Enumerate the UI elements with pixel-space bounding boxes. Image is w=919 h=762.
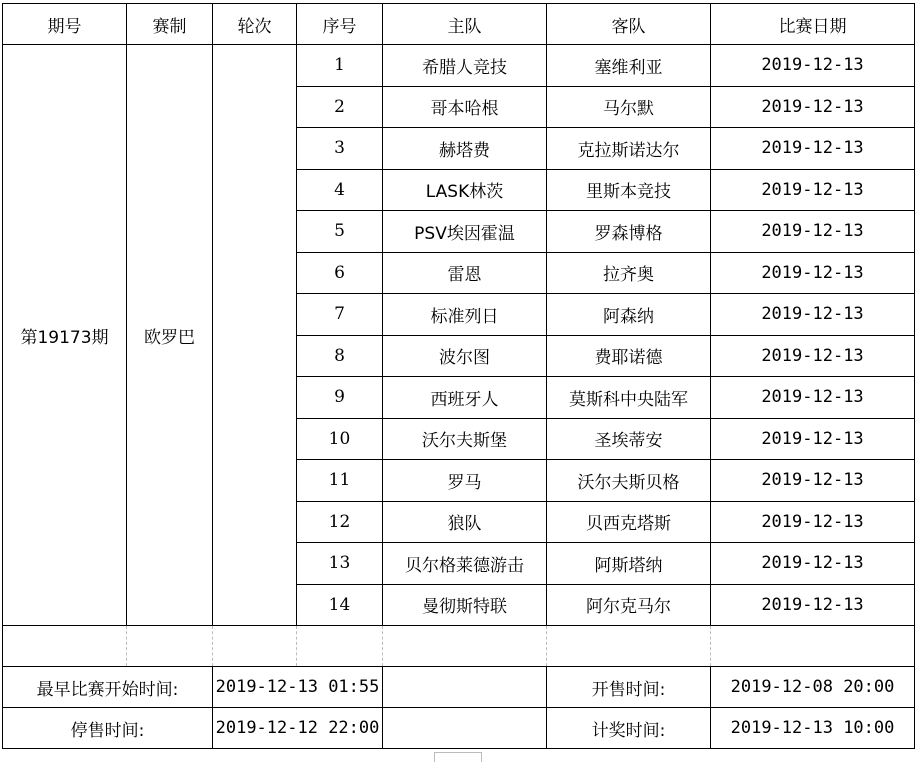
award-time-value: 2019-12-13 10:00 — [711, 708, 915, 749]
match-date: 2019-12-13 — [711, 418, 915, 460]
away-team: 塞维利亚 — [547, 45, 711, 87]
match-date: 2019-12-13 — [711, 211, 915, 253]
match-no: 11 — [297, 460, 383, 502]
away-team: 克拉斯诺达尔 — [547, 128, 711, 170]
match-date: 2019-12-13 — [711, 377, 915, 419]
match-no: 5 — [297, 211, 383, 253]
match-date: 2019-12-13 — [711, 45, 915, 87]
away-team: 圣埃蒂安 — [547, 418, 711, 460]
match-date: 2019-12-13 — [711, 501, 915, 543]
match-no: 7 — [297, 294, 383, 336]
header-round: 轮次 — [213, 4, 297, 45]
home-team: PSV埃因霍温 — [383, 211, 547, 253]
award-time-label: 计奖时间: — [547, 708, 711, 749]
header-away: 客队 — [547, 4, 711, 45]
match-date: 2019-12-13 — [711, 169, 915, 211]
match-no: 10 — [297, 418, 383, 460]
away-team: 罗森博格 — [547, 211, 711, 253]
footer-row-1 — [3, 667, 915, 708]
away-team: 马尔默 — [547, 86, 711, 128]
table-row — [3, 45, 915, 87]
match-date: 2019-12-13 — [711, 128, 915, 170]
home-team: 西班牙人 — [383, 377, 547, 419]
header-no: 序号 — [297, 4, 383, 45]
home-team: LASK林茨 — [383, 169, 547, 211]
home-team: 曼彻斯特联 — [383, 584, 547, 626]
match-no: 4 — [297, 169, 383, 211]
home-team: 波尔图 — [383, 335, 547, 377]
sale-start-value: 2019-12-08 20:00 — [711, 667, 915, 708]
match-date: 2019-12-13 — [711, 252, 915, 294]
home-team: 哥本哈根 — [383, 86, 547, 128]
match-date: 2019-12-13 — [711, 86, 915, 128]
match-no: 3 — [297, 128, 383, 170]
home-team: 沃尔夫斯堡 — [383, 418, 547, 460]
match-no: 2 — [297, 86, 383, 128]
header-format: 赛制 — [127, 4, 213, 45]
away-team: 拉齐奥 — [547, 252, 711, 294]
format-cell: 欧罗巴 — [127, 45, 213, 626]
spacer-row — [3, 626, 915, 667]
home-team: 雷恩 — [383, 252, 547, 294]
match-no: 13 — [297, 543, 383, 585]
match-date: 2019-12-13 — [711, 460, 915, 502]
match-date: 2019-12-13 — [711, 294, 915, 336]
header-issue: 期号 — [3, 4, 127, 45]
match-no: 8 — [297, 335, 383, 377]
home-team: 标准列日 — [383, 294, 547, 336]
match-no: 14 — [297, 584, 383, 626]
issue-cell: 第19173期 — [3, 45, 127, 626]
match-no: 12 — [297, 501, 383, 543]
away-team: 贝西克塔斯 — [547, 501, 711, 543]
match-date: 2019-12-13 — [711, 543, 915, 585]
match-no: 6 — [297, 252, 383, 294]
match-date: 2019-12-13 — [711, 335, 915, 377]
schedule-table — [2, 3, 915, 749]
sale-stop-label: 停售时间: — [3, 708, 213, 749]
header-row — [3, 4, 915, 45]
home-team: 贝尔格莱德游击 — [383, 543, 547, 585]
home-team: 罗马 — [383, 460, 547, 502]
header-home: 主队 — [383, 4, 547, 45]
home-team: 希腊人竞技 — [383, 45, 547, 87]
footer-row-2 — [3, 708, 915, 749]
away-team: 莫斯科中央陆军 — [547, 377, 711, 419]
away-team: 阿斯塔纳 — [547, 543, 711, 585]
away-team: 阿森纳 — [547, 294, 711, 336]
sale-stop-value: 2019-12-12 22:00 — [213, 708, 383, 749]
earliest-start-value: 2019-12-13 01:55 — [213, 667, 383, 708]
earliest-start-label: 最早比赛开始时间: — [3, 667, 213, 708]
away-team: 里斯本竞技 — [547, 169, 711, 211]
match-no: 1 — [297, 45, 383, 87]
home-team: 赫塔费 — [383, 128, 547, 170]
match-date: 2019-12-13 — [711, 584, 915, 626]
round-cell — [213, 45, 297, 626]
away-team: 费耶诺德 — [547, 335, 711, 377]
home-team: 狼队 — [383, 501, 547, 543]
header-date: 比赛日期 — [711, 4, 915, 45]
sale-start-label: 开售时间: — [547, 667, 711, 708]
away-team: 沃尔夫斯贝格 — [547, 460, 711, 502]
away-team: 阿尔克马尔 — [547, 584, 711, 626]
match-no: 9 — [297, 377, 383, 419]
